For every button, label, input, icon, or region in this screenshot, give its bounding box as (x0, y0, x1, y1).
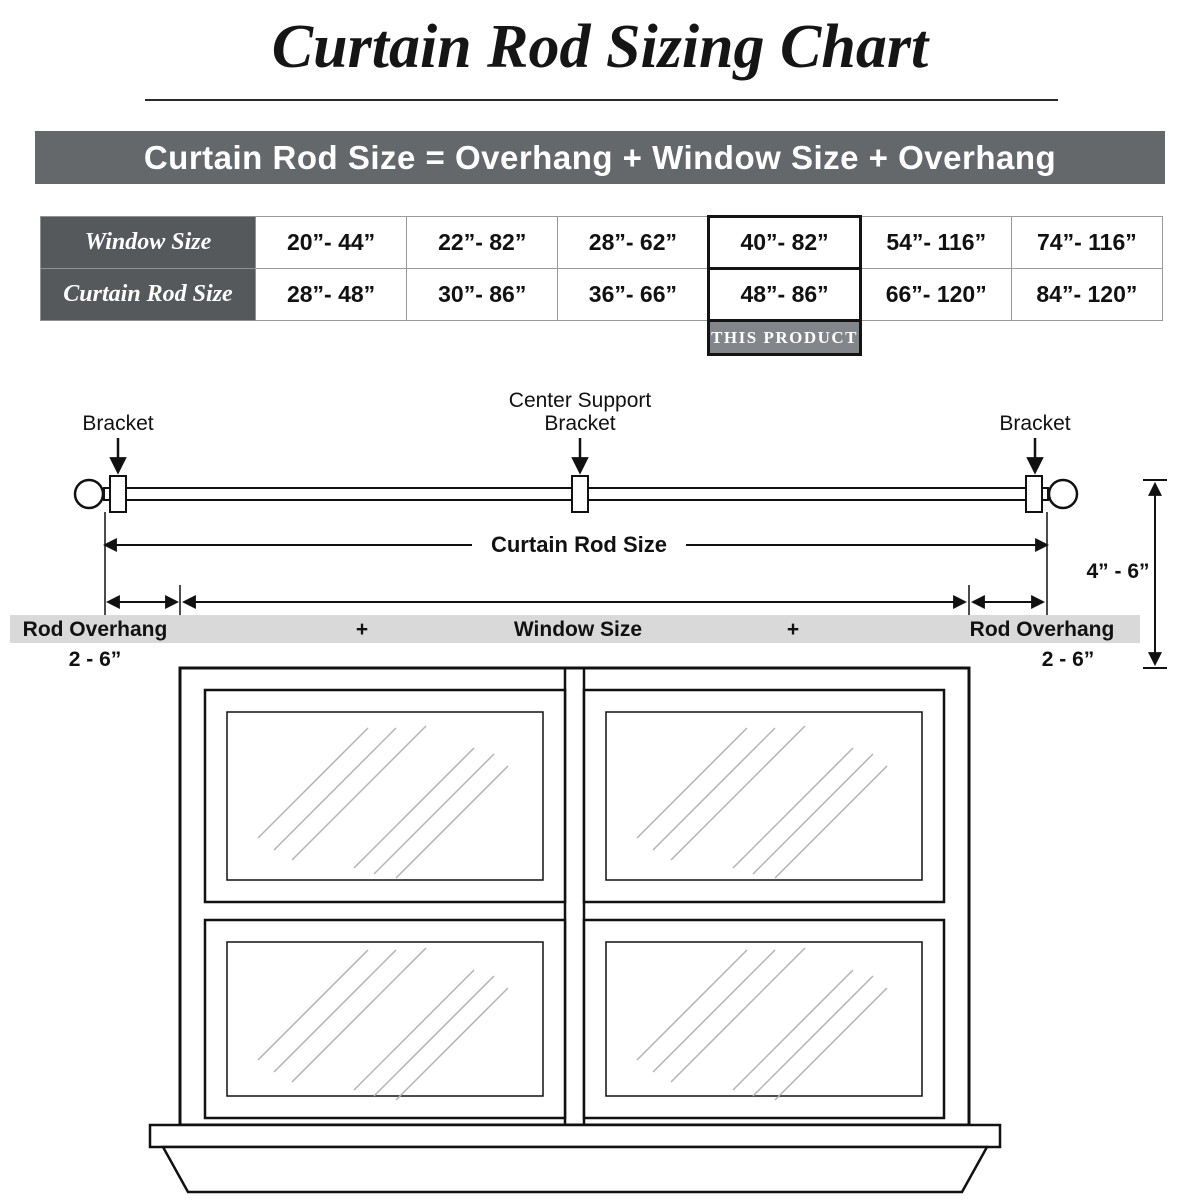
window-size-cell: 74”- 116” (1011, 217, 1162, 269)
rod-size-cell: 28”- 48” (256, 269, 407, 321)
this-product-badge: THIS PRODUCT (709, 321, 860, 355)
drop-range-label: 4” - 6” (1086, 560, 1150, 583)
rod-overhang-left-label: Rod Overhang (22, 618, 168, 641)
rod-size-cell: 84”- 120” (1011, 269, 1162, 321)
center-support-bracket (572, 476, 588, 512)
rod-installation-diagram (0, 380, 1200, 1200)
window-illustration (150, 668, 1000, 1192)
right-top-glass (606, 712, 922, 880)
bracket-right (1026, 476, 1042, 512)
curtain-rod (75, 476, 1077, 512)
row-header-curtain-rod-size: Curtain Rod Size (41, 269, 256, 321)
curtain-rod-size-label: Curtain Rod Size (490, 532, 668, 557)
finial-left (75, 480, 103, 508)
rod-overhang-left-range: 2 - 6” (68, 648, 122, 671)
curtain-rod-size-row (41, 269, 1163, 321)
formula-text: Curtain Rod Size = Overhang + Window Size + Overhang (143, 138, 1057, 176)
plus-right: + (786, 618, 800, 641)
window-apron (163, 1147, 987, 1192)
this-product-row (41, 321, 1163, 355)
row-header-window-size: Window Size (41, 217, 256, 269)
window-size-cell-highlighted: 40”- 82” (709, 217, 860, 269)
page-title: Curtain Rod Sizing Chart (271, 13, 929, 81)
window-size-label: Window Size (513, 618, 643, 641)
left-top-glass (227, 712, 543, 880)
window-sill (150, 1125, 1000, 1147)
rod-size-cell-highlighted: 48”- 86” (709, 269, 860, 321)
window-size-cell: 20”- 44” (256, 217, 407, 269)
right-bottom-glass (606, 942, 922, 1096)
sizing-table (40, 215, 1163, 356)
rod-size-cell: 66”- 120” (860, 269, 1011, 321)
rod-size-cell: 30”- 86” (407, 269, 558, 321)
bracket-left (110, 476, 126, 512)
window-size-cell: 54”- 116” (860, 217, 1011, 269)
center-support-label-line2: Bracket (544, 412, 616, 435)
curtain-rod-size-dimension (105, 532, 1047, 557)
formula-banner (35, 131, 1165, 184)
measurement-guides (105, 512, 1047, 615)
finial-right (1049, 480, 1077, 508)
title-underline (145, 99, 1058, 101)
bracket-right-label: Bracket (999, 412, 1071, 435)
left-bottom-glass (227, 942, 543, 1096)
rod-size-cell: 36”- 66” (558, 269, 709, 321)
rod-overhang-right-range: 2 - 6” (1041, 648, 1095, 671)
center-support-label-line1: Center Support (508, 389, 652, 412)
rod-overhang-right-label: Rod Overhang (969, 618, 1115, 641)
bracket-left-label: Bracket (82, 412, 154, 435)
window-size-cell: 28”- 62” (558, 217, 709, 269)
window-size-row (41, 217, 1163, 269)
window-size-cell: 22”- 82” (407, 217, 558, 269)
plus-left: + (355, 618, 369, 641)
